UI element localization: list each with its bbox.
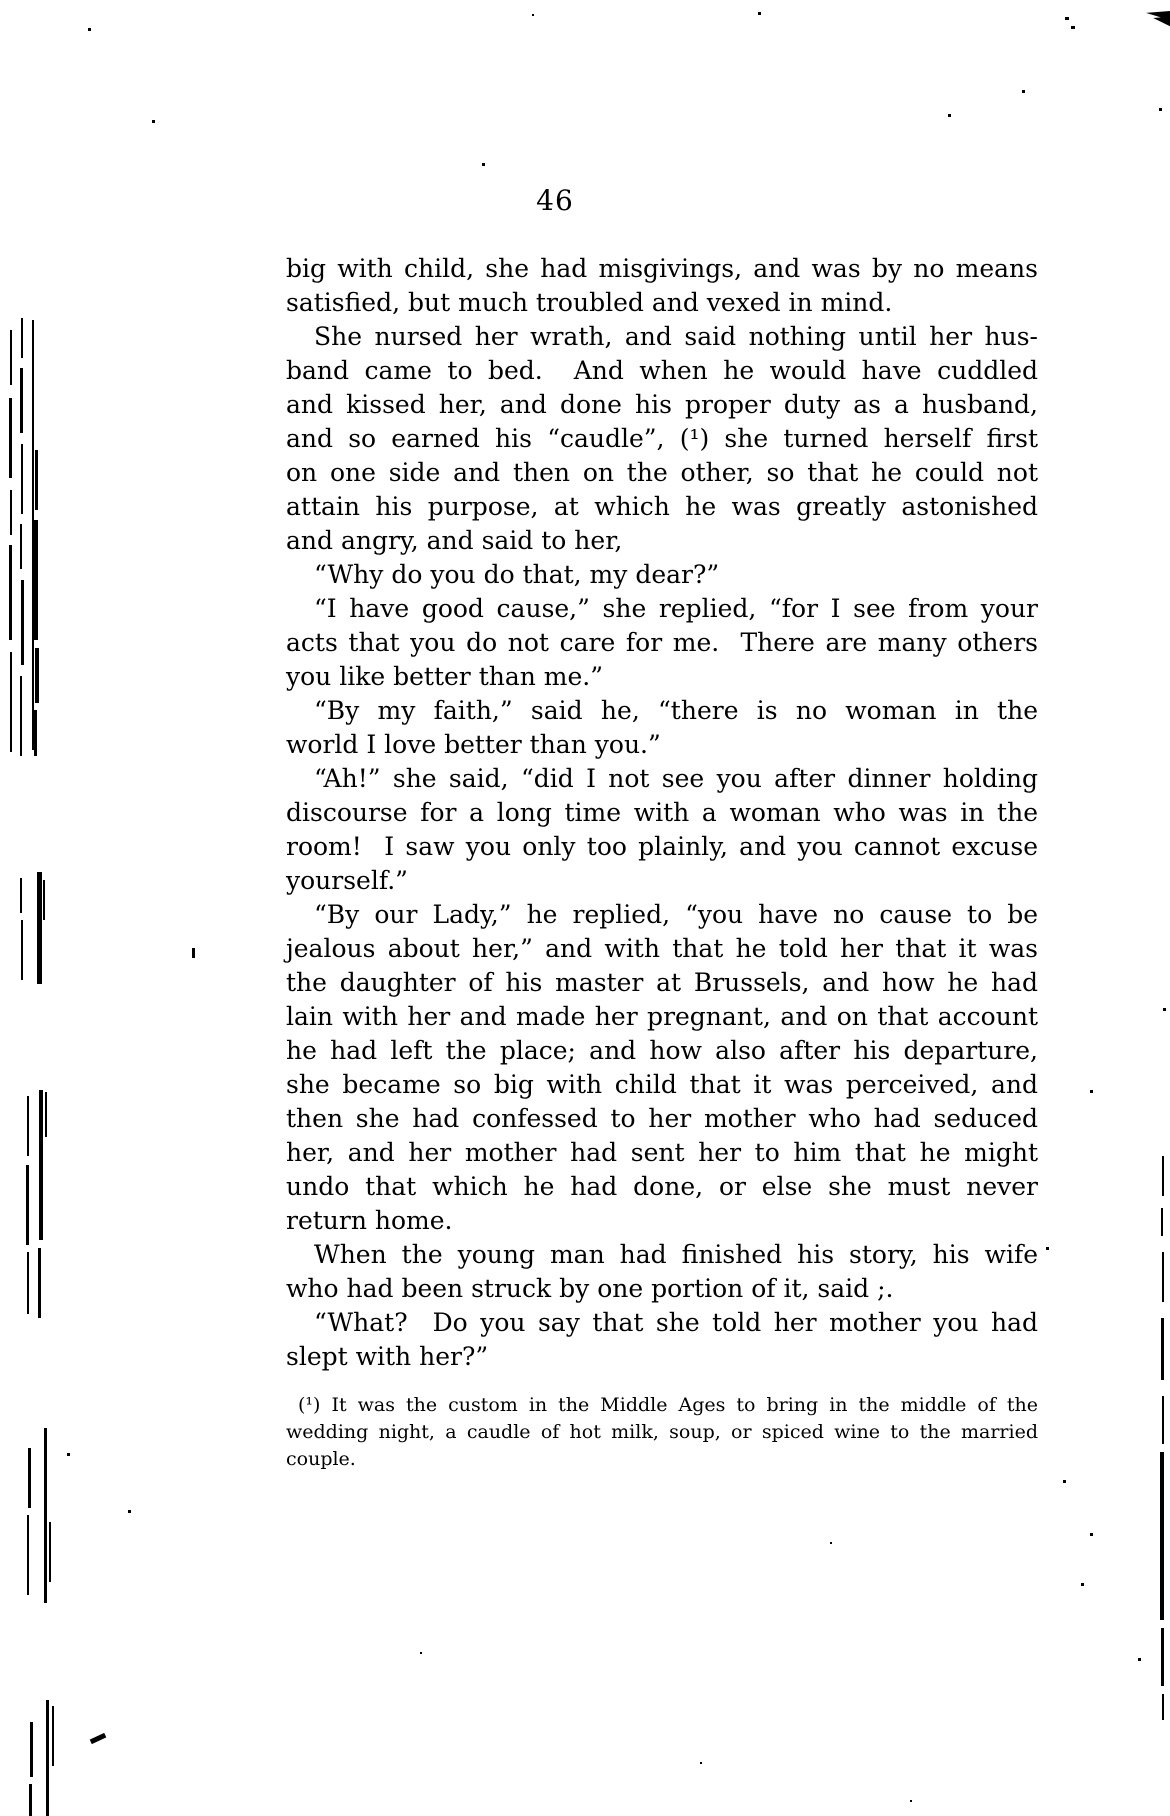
scan-artifact <box>46 1700 49 1816</box>
scan-artifact <box>34 710 37 756</box>
scan-artifact <box>192 948 195 958</box>
scan-artifact <box>1081 1583 1084 1586</box>
text-line: wedding night, a caudle of hot milk, soup, or spiced wine to the married couple. <box>286 1421 1038 1470</box>
scan-artifact <box>27 1515 29 1595</box>
text-line: yourself.” <box>286 866 408 895</box>
text-line: her, and her mother had sent her to him that he might <box>286 1138 1038 1167</box>
scan-artifact <box>532 14 534 16</box>
text-line: “By my faith,” said he, “there is no woman in the <box>314 696 1038 725</box>
scan-artifact <box>1162 1252 1164 1302</box>
scan-artifact <box>1090 1090 1093 1093</box>
text-line: who had been struck by one portion of it, said ;. <box>286 1274 894 1303</box>
scan-artifact <box>152 120 155 123</box>
page-number: 46 <box>536 184 574 217</box>
text-line: acts that you do not care for me. There are many others <box>286 628 1038 657</box>
scan-artifact <box>1161 1628 1164 1686</box>
text-line: you like better than me.” <box>286 662 604 691</box>
text-line: “I have good cause,” she replied, “for I see from your <box>314 594 1038 623</box>
scan-artifact <box>10 330 12 385</box>
scan-artifact <box>1161 1318 1164 1380</box>
scan-artifact <box>20 878 22 913</box>
text-line: band came to bed. And when he would have cuddled <box>286 356 1038 385</box>
scan-artifact <box>21 318 23 358</box>
body-text <box>286 252 1038 1374</box>
scan-artifact <box>88 28 91 31</box>
text-line: undo that which he had done, or else she must never <box>286 1172 1038 1201</box>
scan-artifact <box>29 1784 32 1816</box>
scan-artifact <box>758 12 761 15</box>
scan-artifact <box>420 1652 422 1654</box>
text-line: and so earned his “caudle”, (¹) she turned herself first <box>286 424 1038 453</box>
scan-artifact <box>948 114 951 117</box>
scan-artifact <box>90 1733 107 1744</box>
text-line: (¹) It was the custom in the Middle Ages to bring in the middle of the <box>298 1394 1038 1416</box>
scan-artifact <box>21 580 24 665</box>
text-line: satisfied, but much troubled and vexed in mind. <box>286 288 893 317</box>
text-line: and angry, and said to her, <box>286 526 623 555</box>
scan-artifact <box>20 524 22 569</box>
scan-artifact <box>1162 1694 1164 1720</box>
scan-artifact <box>39 1090 43 1240</box>
scan-artifact <box>700 1762 702 1764</box>
scan-artifact <box>52 1706 54 1766</box>
scan-artifact <box>44 1428 47 1603</box>
scan-artifact <box>9 545 12 640</box>
text-line: room! I saw you only too plainly, and you cannot excuse <box>286 832 1038 861</box>
scan-artifact <box>20 676 22 756</box>
text-line: attain his purpose, at which he was greatly astonished <box>286 492 1038 521</box>
scan-artifact <box>1160 1452 1164 1620</box>
scan-artifact <box>1159 108 1162 111</box>
text-line: “What? Do you say that she told her mother you had <box>314 1308 1038 1337</box>
text-line: world I love better than you.” <box>286 730 661 759</box>
scan-artifact <box>10 490 12 535</box>
text-line: on one side and then on the other, so that he could not <box>286 458 1038 487</box>
text-line: and kissed her, and done his proper duty as a husband, <box>286 390 1038 419</box>
text-line: she became so big with child that it was perceived, and <box>286 1070 1038 1099</box>
scan-artifact <box>27 1252 29 1314</box>
scan-artifact <box>1071 26 1075 29</box>
footnote <box>286 1392 1038 1473</box>
scan-artifact <box>49 1522 51 1582</box>
scan-artifact <box>30 1722 33 1777</box>
scan-artifact <box>21 920 23 980</box>
scan-artifact <box>1090 1533 1093 1536</box>
text-line: discourse for a long time with a woman who was in the <box>286 798 1038 827</box>
scan-artifact <box>128 1510 131 1513</box>
scan-artifact <box>482 163 485 166</box>
scan-artifact <box>27 1096 29 1156</box>
scan-artifact <box>1163 1008 1166 1011</box>
text-line: return home. <box>286 1206 453 1235</box>
text-line: he had left the place; and how also after his departure, <box>286 1036 1038 1065</box>
text-line: “Ah!” she said, “did I not see you after dinner holding <box>314 764 1038 793</box>
scan-artifact <box>1162 1396 1164 1444</box>
scan-artifact <box>1046 1247 1049 1250</box>
scan-artifact <box>67 1453 70 1456</box>
scan-artifact <box>38 1248 41 1318</box>
scan-artifact <box>35 450 38 510</box>
scan-artifact <box>21 444 23 514</box>
scan-artifact <box>1162 1156 1164 1196</box>
scan-artifact <box>35 648 39 703</box>
text-line: then she had confessed to her mother who had seduced <box>286 1104 1038 1133</box>
scan-artifact <box>34 520 38 640</box>
text-line: “Why do you do that, my dear?” <box>314 560 720 589</box>
text-line: lain with her and made her pregnant, and on that account <box>286 1002 1038 1031</box>
scan-artifact <box>9 398 12 478</box>
text-line: big with child, she had misgivings, and was by no means <box>286 254 1038 283</box>
text-line: She nursed her wrath, and said nothing until her hus- <box>314 322 1038 351</box>
text-line: “By our Lady,” he replied, “you have no cause to be <box>314 900 1038 929</box>
scan-artifact <box>830 1542 832 1544</box>
text-line: slept with her?” <box>286 1342 489 1371</box>
scan-artifact <box>10 652 12 752</box>
scan-artifact <box>1063 1480 1066 1483</box>
scan-artifact <box>26 1165 29 1245</box>
text-line: When the young man had finished his story, his wife <box>314 1240 1038 1269</box>
scan-artifact <box>37 872 42 984</box>
text-line: jealous about her,” and with that he told her that it was <box>286 934 1038 963</box>
scan-artifact <box>1161 1208 1163 1236</box>
scan-artifact <box>1022 90 1025 93</box>
scan-artifact <box>1138 1658 1141 1661</box>
scan-artifact <box>28 1448 31 1508</box>
text-line: the daughter of his master at Brussels, and how he had <box>286 968 1038 997</box>
scan-artifact <box>20 368 23 433</box>
scan-artifact <box>1065 17 1069 20</box>
scan-artifact <box>45 1092 47 1137</box>
scan-artifact <box>910 1800 912 1802</box>
scan-artifact <box>43 880 45 920</box>
page-corner-mark <box>1146 11 1170 27</box>
